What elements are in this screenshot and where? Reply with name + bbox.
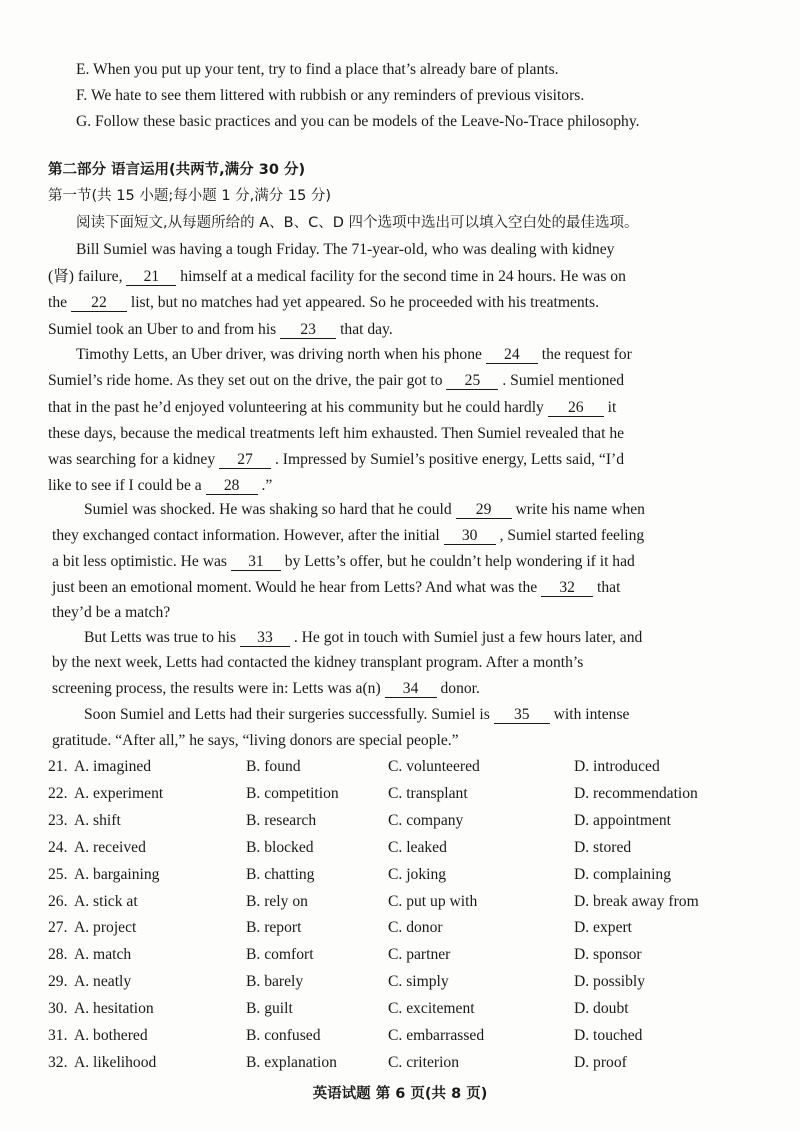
question-number: 26. (48, 892, 68, 910)
answer-option-c[interactable]: C. simply (388, 973, 449, 991)
answer-option-d[interactable]: D. stored (574, 838, 632, 856)
passage-line: Sumiel’s ride home. As they set out on the drive, the pair got to 25 . Sumiel mentioned (48, 372, 625, 389)
answer-option-c[interactable]: C. excitement (388, 1000, 475, 1018)
answer-option-d[interactable]: D. proof (574, 1053, 627, 1071)
answer-option-d[interactable]: D. introduced (574, 758, 660, 775)
answer-option-b[interactable]: B. chatting (246, 865, 315, 883)
passage-line: just been an emotional moment. Would he hear from Letts? And what was the 32 that (52, 579, 621, 596)
blank-27: 27 (219, 452, 271, 469)
passage-line: screening process, the results were in: Letts was a(n) 34 donor. (52, 680, 480, 697)
instruction: 阅读下面短文,从每题所给的 A、B、C、D 四个选项中选出可以填入空白处的最佳选项。 (76, 215, 639, 231)
passage-line: Bill Sumiel was having a tough Friday. The 71-year-old, who was dealing with kidney (76, 241, 615, 258)
answer-option-b[interactable]: B. found (246, 758, 301, 775)
blank-33: 33 (240, 630, 290, 647)
answer-option-a[interactable]: A. experiment (74, 784, 164, 802)
blank-22: 22 (71, 295, 127, 312)
answer-option-a[interactable]: A. received (74, 838, 146, 856)
answer-option-d[interactable]: D. sponsor (574, 946, 642, 964)
passage-line: Sumiel took an Uber to and from his 23 that day. (48, 321, 393, 338)
answer-option-a[interactable]: A. hesitation (74, 1000, 154, 1018)
part-title: 第二部分 语言运用(共两节,满分 30 分) (48, 162, 306, 178)
answer-option-c[interactable]: C. donor (388, 919, 443, 937)
passage-line: that in the past he’d enjoyed volunteering at his community but he could hardly 26 it (48, 399, 617, 416)
passage-line: like to see if I could be a 28 .” (48, 477, 273, 494)
answer-option-b[interactable]: B. guilt (246, 1000, 293, 1018)
passage-line: they’d be a match? (52, 604, 171, 621)
page-footer: 英语试题 第 6 页(共 8 页) (312, 1086, 488, 1102)
answer-option-c[interactable]: C. transplant (388, 784, 468, 802)
answer-option-c[interactable]: C. volunteered (388, 758, 480, 775)
answer-option-d[interactable]: D. complaining (574, 865, 672, 883)
answer-option-d[interactable]: D. recommendation (574, 784, 698, 802)
answer-option-b[interactable]: B. explanation (246, 1053, 337, 1071)
question-number: 27. (48, 919, 68, 937)
answer-option-a[interactable]: A. project (74, 919, 137, 937)
blank-23: 23 (280, 322, 336, 339)
answer-option-a[interactable]: A. shift (74, 811, 121, 829)
answer-option-b[interactable]: B. confused (246, 1027, 321, 1044)
sub-title: 第一节(共 15 小题;每小题 1 分,满分 15 分) (48, 188, 332, 204)
answer-option-c[interactable]: C. embarrassed (388, 1027, 485, 1044)
passage-line: was searching for a kidney 27 . Impressed by Sumiel’s positive energy, Letts said, “I’d (48, 451, 625, 468)
question-number: 31. (48, 1027, 68, 1044)
question-number: 32. (48, 1053, 68, 1071)
answer-option-b[interactable]: B. comfort (246, 946, 314, 964)
passage-line: these days, because the medical treatments left him exhausted. Then Sumiel revealed that he (48, 425, 625, 442)
answer-option-a[interactable]: A. neatly (74, 973, 132, 991)
option-e: E. When you put up your tent, try to find a place that’s already bare of plants. (76, 61, 559, 78)
answer-option-a[interactable]: A. likelihood (74, 1053, 157, 1071)
answer-option-d[interactable]: D. touched (574, 1027, 643, 1044)
answer-option-a[interactable]: A. stick at (74, 892, 138, 910)
answer-option-c[interactable]: C. joking (388, 865, 447, 883)
answer-option-a[interactable]: A. match (74, 946, 132, 964)
answer-option-a[interactable]: A. bothered (74, 1027, 148, 1044)
blank-32: 32 (541, 580, 593, 597)
blank-26: 26 (548, 400, 604, 417)
passage-line: But Letts was true to his 33 . He got in touch with Sumiel just a few hours later, and (84, 629, 643, 646)
question-number: 23. (48, 811, 68, 829)
blank-29: 29 (456, 502, 512, 519)
passage-line: by the next week, Letts had contacted the kidney transplant program. After a month’s (52, 654, 584, 671)
answer-option-b[interactable]: B. research (246, 811, 317, 829)
blank-28: 28 (206, 478, 258, 495)
answer-option-d[interactable]: D. doubt (574, 1000, 629, 1018)
option-f: F. We hate to see them littered with rubbish or any reminders of previous visitors. (76, 87, 585, 104)
answer-option-d[interactable]: D. possibly (574, 973, 646, 991)
answer-option-c[interactable]: C. company (388, 811, 464, 829)
answer-option-d[interactable]: D. break away from (574, 892, 699, 910)
answer-option-a[interactable]: A. imagined (74, 758, 152, 775)
blank-31: 31 (231, 554, 281, 571)
answer-option-b[interactable]: B. competition (246, 784, 339, 802)
question-number: 25. (48, 865, 68, 883)
passage-line: Soon Sumiel and Letts had their surgeries successfully. Sumiel is 35 with intense (84, 706, 630, 723)
answer-option-b[interactable]: B. report (246, 919, 302, 937)
question-number: 29. (48, 973, 68, 991)
passage-line: the 22 list, but no matches had yet appeared. So he proceeded with his treatments. (48, 294, 599, 311)
question-number: 24. (48, 838, 68, 856)
question-number: 21. (48, 758, 68, 775)
question-number: 28. (48, 946, 68, 964)
answer-option-b[interactable]: B. blocked (246, 838, 314, 856)
answer-option-b[interactable]: B. rely on (246, 892, 308, 910)
blank-35: 35 (494, 707, 550, 724)
answer-option-d[interactable]: D. expert (574, 919, 633, 937)
blank-24: 24 (486, 347, 538, 364)
passage-line: gratitude. “After all,” he says, “living donors are special people.” (52, 732, 459, 749)
blank-34: 34 (385, 681, 437, 698)
passage-line: Sumiel was shocked. He was shaking so hard that he could 29 write his name when (84, 501, 645, 518)
answer-option-a[interactable]: A. bargaining (74, 865, 160, 883)
passage-line: (肾) failure, 21 himself at a medical facility for the second time in 24 hours. He was on (48, 268, 626, 285)
answer-option-b[interactable]: B. barely (246, 973, 304, 991)
passage-line: a bit less optimistic. He was 31 by Letts’s offer, but he couldn’t help wondering if it had (52, 553, 635, 570)
blank-25: 25 (446, 373, 498, 390)
answer-option-c[interactable]: C. partner (388, 946, 451, 964)
passage-line: they exchanged contact information. However, after the initial 30 , Sumiel started feeling (52, 527, 645, 544)
answer-option-d[interactable]: D. appointment (574, 811, 672, 829)
option-g: G. Follow these basic practices and you can be models of the Leave-No-Trace philosophy. (76, 113, 640, 130)
answer-option-c[interactable]: C. put up with (388, 892, 478, 910)
answer-option-c[interactable]: C. criterion (388, 1053, 460, 1071)
blank-30: 30 (444, 528, 496, 545)
question-number: 22. (48, 784, 68, 802)
question-number: 30. (48, 1000, 68, 1018)
answer-option-c[interactable]: C. leaked (388, 838, 447, 856)
blank-21: 21 (126, 269, 176, 286)
passage-line: Timothy Letts, an Uber driver, was driving north when his phone 24 the request for (76, 346, 632, 363)
